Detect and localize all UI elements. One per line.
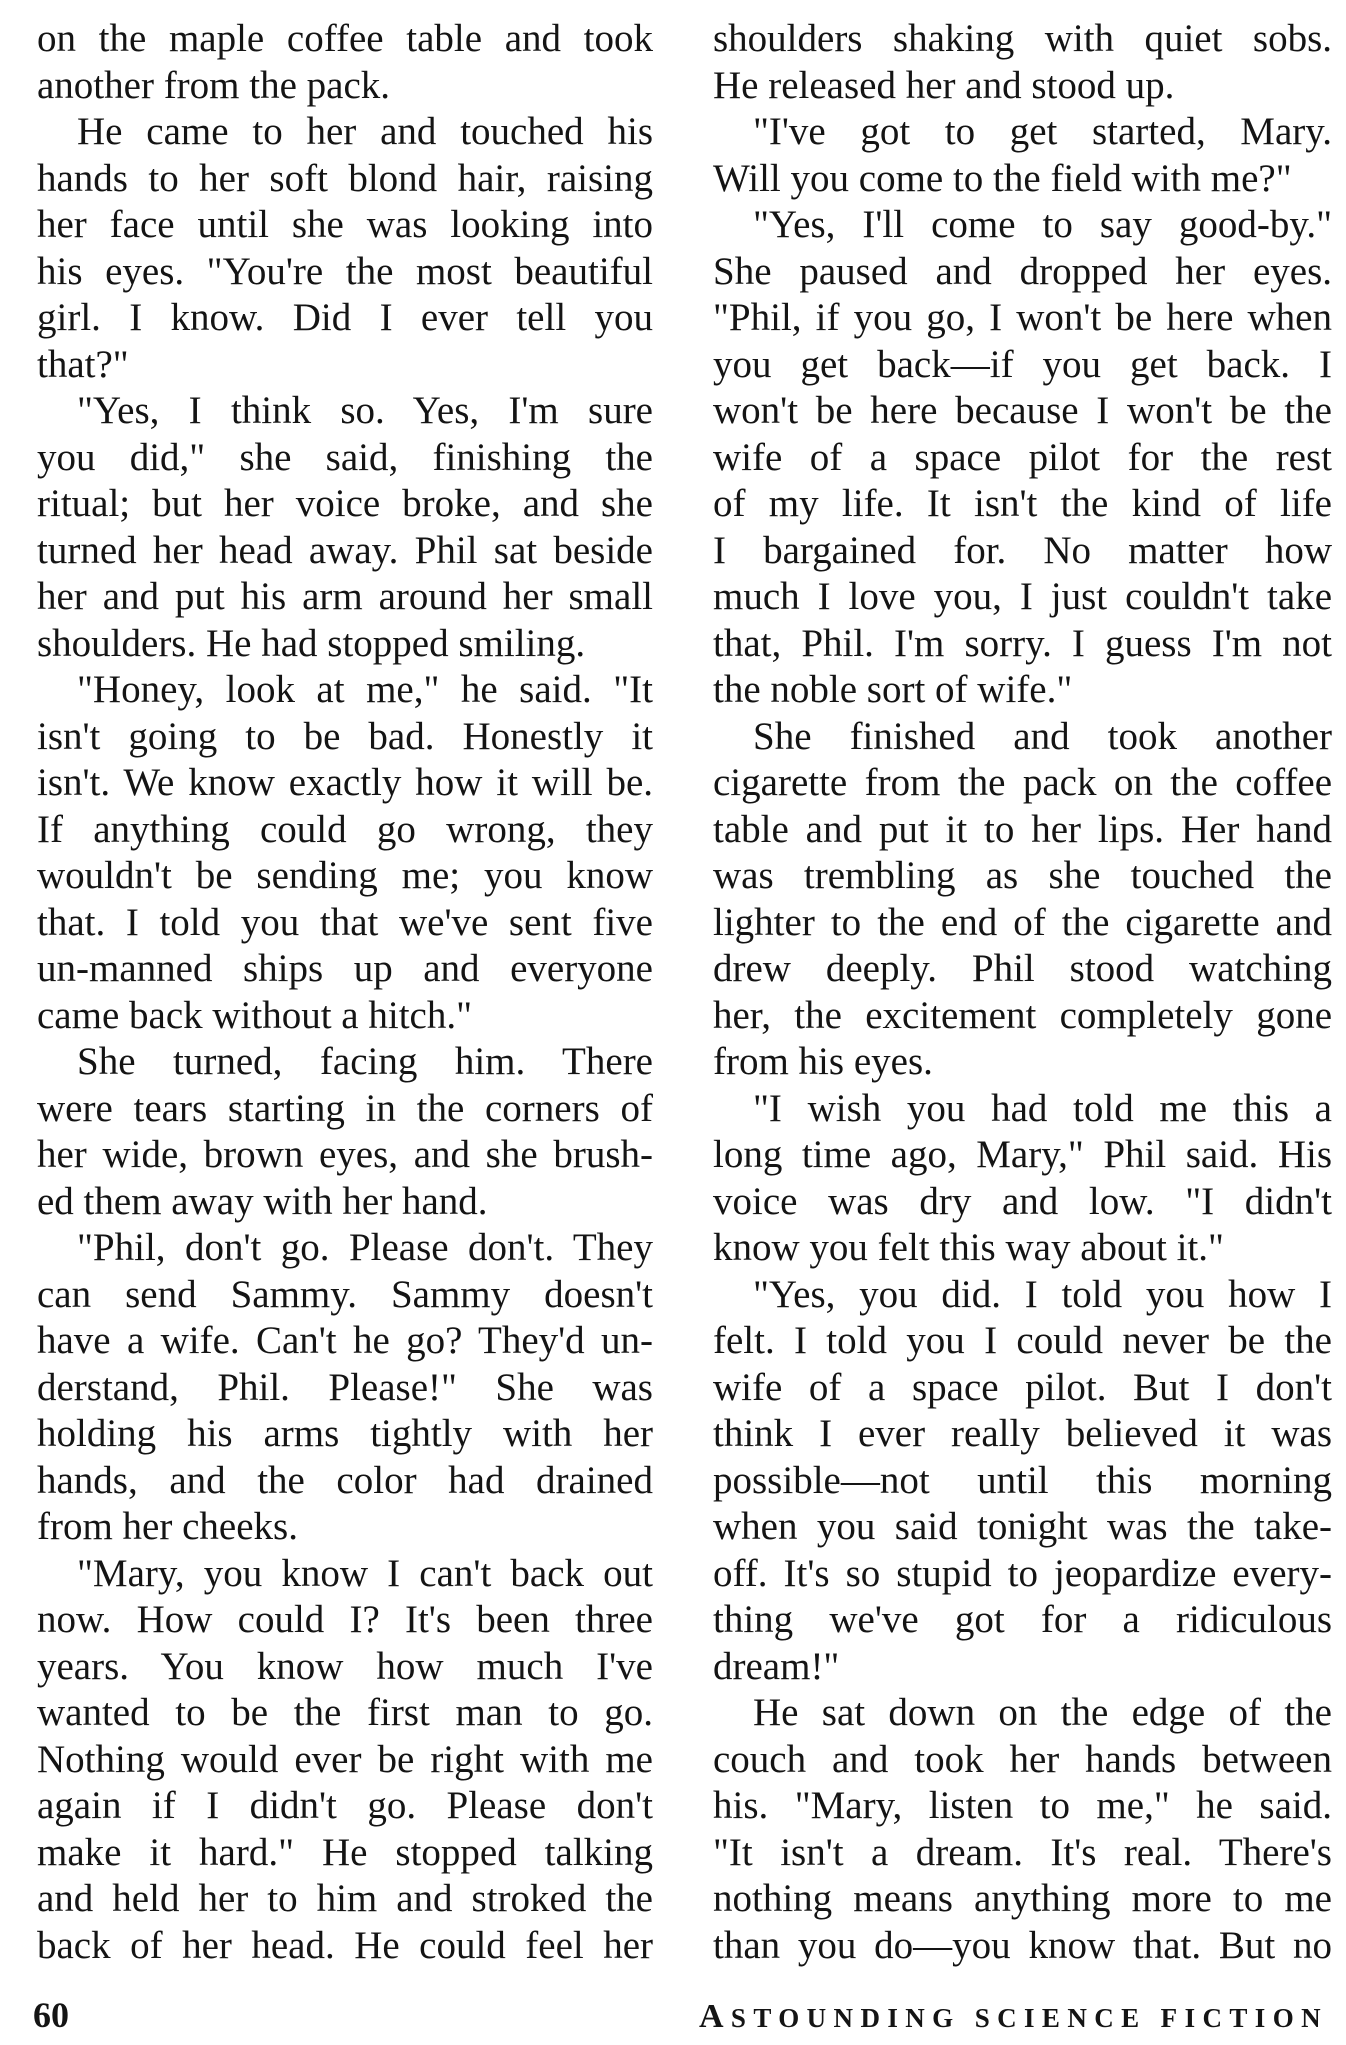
text-line: un-manned ships up and everyone bbox=[37, 947, 653, 990]
text-line: that?" bbox=[37, 342, 129, 386]
text-line: She turned, facing him. There bbox=[77, 1040, 653, 1083]
paragraph bbox=[713, 1086, 1332, 1272]
text-line: felt. I told you I could never be the bbox=[713, 1319, 1332, 1362]
text-line: If anything could go wrong, they bbox=[37, 807, 653, 851]
text-line: dream!" bbox=[713, 1644, 840, 1688]
text-line: "Yes, you did. I told you how I bbox=[753, 1272, 1332, 1316]
text-line: derstand, Phil. Please!" She was bbox=[37, 1365, 653, 1409]
text-line: wife of a space pilot. But I don't bbox=[713, 1365, 1332, 1409]
paragraph bbox=[713, 1690, 1332, 1969]
text-line: hands, and the color had drained bbox=[37, 1458, 653, 1502]
text-line: was trembling as she touched the bbox=[713, 854, 1332, 897]
text-line: much I love you, I just couldn't take bbox=[713, 575, 1332, 618]
text-line: won't be here because I won't be the bbox=[713, 389, 1332, 432]
text-line: were tears starting in the corners of bbox=[37, 1086, 653, 1130]
page-number: 60 bbox=[33, 1995, 69, 2035]
text-line: her face until she was looking into bbox=[37, 203, 653, 246]
text-line: shoulders shaking with quiet sobs. bbox=[713, 17, 1332, 60]
paragraph bbox=[37, 1039, 653, 1225]
text-line: wanted to be the first man to go. bbox=[37, 1691, 653, 1734]
text-line: of my life. It isn't the kind of life bbox=[713, 482, 1332, 525]
text-line: drew deeply. Phil stood watching bbox=[713, 947, 1332, 990]
text-line: think I ever really believed it was bbox=[713, 1412, 1332, 1455]
text-line: years. You know how much I've bbox=[37, 1644, 653, 1688]
paragraph bbox=[713, 16, 1332, 109]
text-line: and held her to him and stroked the bbox=[37, 1877, 653, 1920]
text-line: from his eyes. bbox=[713, 1040, 933, 1083]
text-line: "Yes, I think so. Yes, I'm sure bbox=[77, 389, 653, 432]
text-line: table and put it to her lips. Her hand bbox=[713, 807, 1332, 851]
text-line: She paused and dropped her eyes. bbox=[713, 249, 1332, 293]
text-line: nothing means anything more to me bbox=[713, 1877, 1332, 1920]
text-line: turned her head away. Phil sat beside bbox=[37, 528, 653, 572]
left-text-column bbox=[37, 16, 653, 1969]
text-line: isn't. We know exactly how it will be. bbox=[37, 761, 653, 804]
paragraph bbox=[713, 1272, 1332, 1691]
page-footer bbox=[33, 1994, 1328, 2038]
text-line: came back without a hitch." bbox=[37, 993, 473, 1037]
text-line: off. It's so stupid to jeopardize every- bbox=[713, 1551, 1332, 1595]
text-line: from her cheeks. bbox=[37, 1505, 298, 1548]
paragraph bbox=[713, 109, 1332, 202]
text-line: long time ago, Mary," Phil said. His bbox=[713, 1133, 1332, 1176]
text-line: her and put his arm around her small bbox=[37, 575, 653, 618]
text-line: wouldn't be sending me; you know bbox=[37, 854, 653, 897]
text-line: her wide, brown eyes, and she brush- bbox=[37, 1133, 653, 1176]
text-line: shoulders. He had stopped smiling. bbox=[37, 621, 586, 665]
text-line: He released her and stood up. bbox=[713, 63, 1175, 107]
text-line: his. "Mary, listen to me," he said. bbox=[713, 1784, 1332, 1827]
paragraph bbox=[37, 16, 653, 109]
text-line: her, the excitement completely gone bbox=[713, 993, 1332, 1037]
text-line: ritual; but her voice broke, and she bbox=[37, 482, 653, 525]
text-line: voice was dry and low. "I didn't bbox=[713, 1179, 1332, 1223]
text-line: that. I told you that we've sent five bbox=[37, 900, 653, 944]
text-line: have a wife. Can't he go? They'd un- bbox=[37, 1319, 653, 1362]
text-line: you did," she said, finishing the bbox=[37, 435, 653, 479]
right-text-column bbox=[713, 16, 1332, 1969]
publication-title: ASTOUNDING SCIENCE FICTION bbox=[698, 1998, 1328, 2035]
text-line: She finished and took another bbox=[753, 714, 1332, 758]
text-line: another from the pack. bbox=[37, 63, 391, 107]
paragraph bbox=[37, 667, 653, 1039]
text-line: "Phil, if you go, I won't be here when bbox=[713, 296, 1332, 339]
text-line: Nothing would ever be right with me bbox=[37, 1737, 653, 1781]
text-line: girl. I know. Did I ever tell you bbox=[37, 296, 653, 339]
text-line: than you do—you know that. But no bbox=[713, 1923, 1332, 1967]
text-line: on the maple coffee table and took bbox=[37, 17, 653, 60]
text-line: "Yes, I'll come to say good-by." bbox=[753, 203, 1332, 246]
text-line: now. How could I? It's been three bbox=[37, 1598, 653, 1641]
text-line: "I've got to get started, Mary. bbox=[753, 110, 1332, 153]
text-line: back of her head. He could feel her bbox=[37, 1923, 653, 1967]
text-line: He sat down on the edge of the bbox=[753, 1691, 1332, 1734]
text-line: that, Phil. I'm sorry. I guess I'm not bbox=[713, 621, 1332, 665]
text-line: possible—not until this morning bbox=[713, 1458, 1332, 1502]
text-line: his eyes. "You're the most beautiful bbox=[37, 249, 653, 293]
text-line: when you said tonight was the take- bbox=[713, 1505, 1332, 1548]
paragraph bbox=[37, 388, 653, 667]
text-line: isn't going to be bad. Honestly it bbox=[37, 714, 653, 758]
text-line: the noble sort of wife." bbox=[713, 668, 1073, 711]
text-line: "Mary, you know I can't back out bbox=[77, 1551, 653, 1595]
text-line: ed them away with her hand. bbox=[37, 1179, 488, 1223]
text-line: "I wish you had told me this a bbox=[753, 1086, 1332, 1130]
text-line: know you felt this way about it." bbox=[713, 1226, 1224, 1269]
text-line: make it hard." He stopped talking bbox=[37, 1830, 653, 1874]
text-line: "Honey, look at me," he said. "It bbox=[77, 668, 653, 711]
paragraph bbox=[37, 109, 653, 388]
text-line: wife of a space pilot for the rest bbox=[713, 435, 1332, 479]
text-line: can send Sammy. Sammy doesn't bbox=[37, 1272, 653, 1316]
paragraph bbox=[713, 714, 1332, 1086]
text-line: cigarette from the pack on the coffee bbox=[713, 761, 1332, 804]
text-line: He came to her and touched his bbox=[77, 110, 653, 153]
text-line: thing we've got for a ridiculous bbox=[713, 1598, 1332, 1641]
text-line: "It isn't a dream. It's real. There's bbox=[713, 1830, 1332, 1874]
text-line: "Phil, don't go. Please don't. They bbox=[77, 1226, 653, 1269]
text-line: couch and took her hands between bbox=[713, 1737, 1332, 1781]
text-line: I bargained for. No matter how bbox=[713, 528, 1332, 572]
paragraph bbox=[713, 202, 1332, 714]
text-line: holding his arms tightly with her bbox=[37, 1412, 653, 1455]
text-line: you get back—if you get back. I bbox=[713, 342, 1332, 386]
text-line: lighter to the end of the cigarette and bbox=[713, 900, 1332, 944]
text-line: again if I didn't go. Please don't bbox=[37, 1784, 653, 1827]
paragraph bbox=[37, 1225, 653, 1551]
text-line: hands to her soft blond hair, raising bbox=[37, 156, 653, 200]
paragraph bbox=[37, 1551, 653, 1970]
text-line: Will you come to the field with me?" bbox=[713, 156, 1292, 200]
